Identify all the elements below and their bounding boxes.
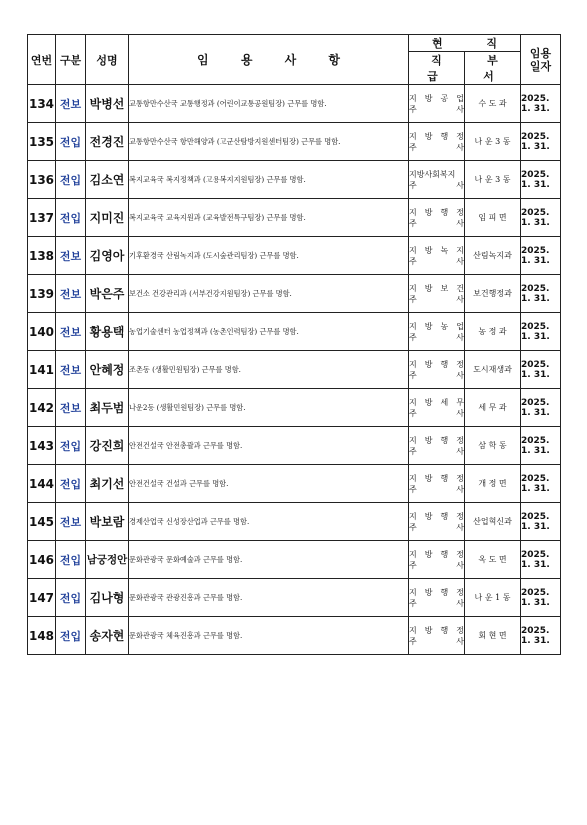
table-row [28,275,561,313]
row-name: 박은주 [86,275,129,313]
row-rank [409,579,465,617]
row-date-line2: 1. 31. [521,103,550,114]
table-row [28,389,561,427]
row-date [521,199,561,237]
row-dept: 나 운 3 동 [465,161,521,199]
row-dept: 도시재생과 [465,351,521,389]
row-category: 전보 [56,389,86,427]
row-name: 최두범 [86,389,129,427]
row-date [521,427,561,465]
row-date [521,617,561,655]
row-dept: 산림녹지과 [465,237,521,275]
row-rank-line2: 주 사 [409,370,464,380]
header-dept: 부 서 [465,52,521,85]
row-duty: 교통항만수산국 교통행정과 (어린이교통공원팀장) 근무를 명함. [129,85,409,123]
row-dept: 나 운 3 동 [465,123,521,161]
row-date-line1: 2025. [521,587,550,598]
row-rank [409,199,465,237]
table-row [28,503,561,541]
row-duty: 기후환경국 산림녹지과 (도시숲관리팀장) 근무를 명함. [129,237,409,275]
row-date [521,579,561,617]
row-dept: 개 정 면 [465,465,521,503]
row-rank-line1: 지 방 행 정 [409,131,464,141]
row-rank-line1: 지 방 행 정 [409,435,464,445]
row-name: 지미진 [86,199,129,237]
row-dept: 회 현 면 [465,617,521,655]
header-date [521,35,561,85]
table-row [28,313,561,351]
row-dept: 나 운 1 동 [465,579,521,617]
row-date-line2: 1. 31. [521,445,550,456]
row-category: 전입 [56,617,86,655]
row-date [521,85,561,123]
row-date-line2: 1. 31. [521,141,550,152]
table-row [28,237,561,275]
row-duty: 복지교육국 복지정책과 (고용복지지원팀장) 근무를 명함. [129,161,409,199]
row-name: 김소연 [86,161,129,199]
row-date-line2: 1. 31. [521,255,550,266]
row-dept: 수 도 과 [465,85,521,123]
row-dept: 옥 도 면 [465,541,521,579]
row-duty: 문화관광국 관광진흥과 근무를 명함. [129,579,409,617]
row-rank-line1: 지 방 공 업 [409,93,464,103]
row-rank-line1: 지 방 행 정 [409,207,464,217]
row-date-line1: 2025. [521,283,550,294]
row-date-line2: 1. 31. [521,217,550,228]
row-category: 전보 [56,237,86,275]
row-rank [409,541,465,579]
row-dept: 산업혁신과 [465,503,521,541]
row-name: 송자현 [86,617,129,655]
row-rank [409,427,465,465]
row-date-line1: 2025. [521,245,550,256]
row-name: 강진희 [86,427,129,465]
row-number: 144 [28,465,56,503]
row-number: 141 [28,351,56,389]
row-date-line1: 2025. [521,549,550,560]
table-row [28,579,561,617]
row-rank [409,313,465,351]
row-rank-line1: 지 방 행 정 [409,511,464,521]
row-rank-line1: 지 방 행 정 [409,473,464,483]
row-date-line1: 2025. [521,93,550,104]
row-rank [409,123,465,161]
row-category: 전입 [56,427,86,465]
row-number: 143 [28,427,56,465]
row-name: 최기선 [86,465,129,503]
row-rank [409,85,465,123]
row-category: 전보 [56,313,86,351]
row-category: 전입 [56,199,86,237]
row-rank-line1: 지 방 녹 지 [409,245,464,255]
row-date-line2: 1. 31. [521,635,550,646]
row-number: 139 [28,275,56,313]
row-number: 140 [28,313,56,351]
row-date-line1: 2025. [521,397,550,408]
row-rank-line1: 지 방 행 정 [409,549,464,559]
row-rank [409,275,465,313]
row-date-line2: 1. 31. [521,407,550,418]
row-date-line2: 1. 31. [521,597,550,608]
row-rank [409,465,465,503]
row-rank [409,617,465,655]
table-row [28,617,561,655]
table-row [28,465,561,503]
row-rank-line2: 주 사 [409,598,464,608]
row-date-line2: 1. 31. [521,179,550,190]
header-no: 연번 [28,35,56,85]
row-number: 134 [28,85,56,123]
row-category: 전입 [56,579,86,617]
row-rank [409,161,465,199]
row-name: 전경진 [86,123,129,161]
row-category: 전입 [56,465,86,503]
row-date [521,275,561,313]
row-rank-line2: 주 사 [409,446,464,456]
table-row [28,161,561,199]
row-duty: 보건소 건강관리과 (서부건강지원팀장) 근무를 명함. [129,275,409,313]
row-rank-line2: 주 사 [409,560,464,570]
row-rank-line2: 주 사 [409,294,464,304]
row-duty: 교통항만수산국 항만해양과 (고군산탐방지원센터팀장) 근무를 명함. [129,123,409,161]
row-date [521,541,561,579]
header-current-position: 현 직 [409,35,521,52]
row-rank-line1: 지 방 보 건 [409,283,464,293]
row-duty: 나운2동 (생활민원팀장) 근무를 명함. [129,389,409,427]
row-date-line1: 2025. [521,435,550,446]
row-name: 김영아 [86,237,129,275]
row-name: 김나형 [86,579,129,617]
row-rank-line2: 주 사 [409,408,464,418]
row-number: 142 [28,389,56,427]
row-rank [409,351,465,389]
row-duty: 안전건설국 안전총괄과 근무를 명함. [129,427,409,465]
table-row [28,427,561,465]
row-category: 전입 [56,541,86,579]
header-date-line1: 임용 [529,46,552,60]
row-number: 135 [28,123,56,161]
row-date-line1: 2025. [521,359,550,370]
row-number: 147 [28,579,56,617]
row-date [521,503,561,541]
row-category: 전보 [56,85,86,123]
row-date-line2: 1. 31. [521,483,550,494]
table-row [28,541,561,579]
row-rank-line2: 주 사 [409,332,464,342]
row-dept: 보건행정과 [465,275,521,313]
row-name: 황용택 [86,313,129,351]
table-row [28,351,561,389]
row-name: 남궁정안 [86,541,129,579]
row-category: 전입 [56,123,86,161]
row-duty: 조촌동 (생활민원팀장) 근무를 명함. [129,351,409,389]
row-date-line1: 2025. [521,131,550,142]
row-category: 전보 [56,351,86,389]
row-date [521,123,561,161]
table-body [28,85,561,655]
row-duty: 복지교육국 교육지원과 (교육발전특구팀장) 근무를 명함. [129,199,409,237]
row-category: 전보 [56,503,86,541]
row-rank [409,503,465,541]
row-rank-line1: 지방사회복지 [409,169,456,179]
row-number: 145 [28,503,56,541]
row-dept: 임 피 면 [465,199,521,237]
row-rank-line2: 주 사 [409,218,464,228]
row-duty: 안전건설국 건설과 근무를 명함. [129,465,409,503]
row-dept: 농 정 과 [465,313,521,351]
row-duty: 문화관광국 문화예술과 근무를 명함. [129,541,409,579]
row-date-line1: 2025. [521,321,550,332]
row-rank-line1: 지 방 행 정 [409,625,464,635]
row-duty: 농업기술센터 농업정책과 (농촌인력팀장) 근무를 명함. [129,313,409,351]
appointment-table [27,34,561,655]
row-rank-line2: 주 사 [409,142,464,152]
row-number: 148 [28,617,56,655]
row-category: 전입 [56,161,86,199]
row-date [521,161,561,199]
row-date [521,389,561,427]
row-rank-line1: 지 방 농 업 [409,321,464,331]
row-number: 146 [28,541,56,579]
row-date [521,237,561,275]
row-rank-line1: 지 방 행 정 [409,359,464,369]
header-name: 성명 [86,35,129,85]
row-rank-line2: 주 사 [409,104,464,114]
row-name: 안혜정 [86,351,129,389]
row-rank [409,237,465,275]
row-rank-line1: 지 방 세 무 [409,397,464,407]
row-date-line1: 2025. [521,625,550,636]
row-rank [409,389,465,427]
row-rank-line2: 주 사 [409,484,464,494]
row-duty: 문화관광국 체육진흥과 근무를 명함. [129,617,409,655]
row-date [521,465,561,503]
row-date-line1: 2025. [521,511,550,522]
row-date [521,313,561,351]
row-dept: 삼 학 동 [465,427,521,465]
row-number: 138 [28,237,56,275]
row-rank-line2: 주 사 [409,256,464,266]
row-date-line2: 1. 31. [521,521,550,532]
row-category: 전보 [56,275,86,313]
table-row [28,85,561,123]
header-date-line2: 일자 [529,59,552,73]
row-name: 박병선 [86,85,129,123]
row-name: 박보람 [86,503,129,541]
row-date-line1: 2025. [521,207,550,218]
header-category: 구분 [56,35,86,85]
row-date-line1: 2025. [521,169,550,180]
row-rank-line1: 지 방 행 정 [409,587,464,597]
row-dept: 세 무 과 [465,389,521,427]
row-rank-line2: 주 사 [409,180,464,190]
table-row [28,123,561,161]
row-date-line2: 1. 31. [521,559,550,570]
row-number: 136 [28,161,56,199]
row-date-line2: 1. 31. [521,331,550,342]
row-date-line2: 1. 31. [521,369,550,380]
header-rank: 직 급 [409,52,465,85]
row-date-line2: 1. 31. [521,293,550,304]
row-number: 137 [28,199,56,237]
row-date-line1: 2025. [521,473,550,484]
row-duty: 경제산업국 신성장산업과 근무를 명함. [129,503,409,541]
row-date [521,351,561,389]
row-rank-line2: 주 사 [409,522,464,532]
table-row [28,199,561,237]
row-rank-line2: 주 사 [409,636,464,646]
header-duty: 임 용 사 항 [129,35,409,85]
